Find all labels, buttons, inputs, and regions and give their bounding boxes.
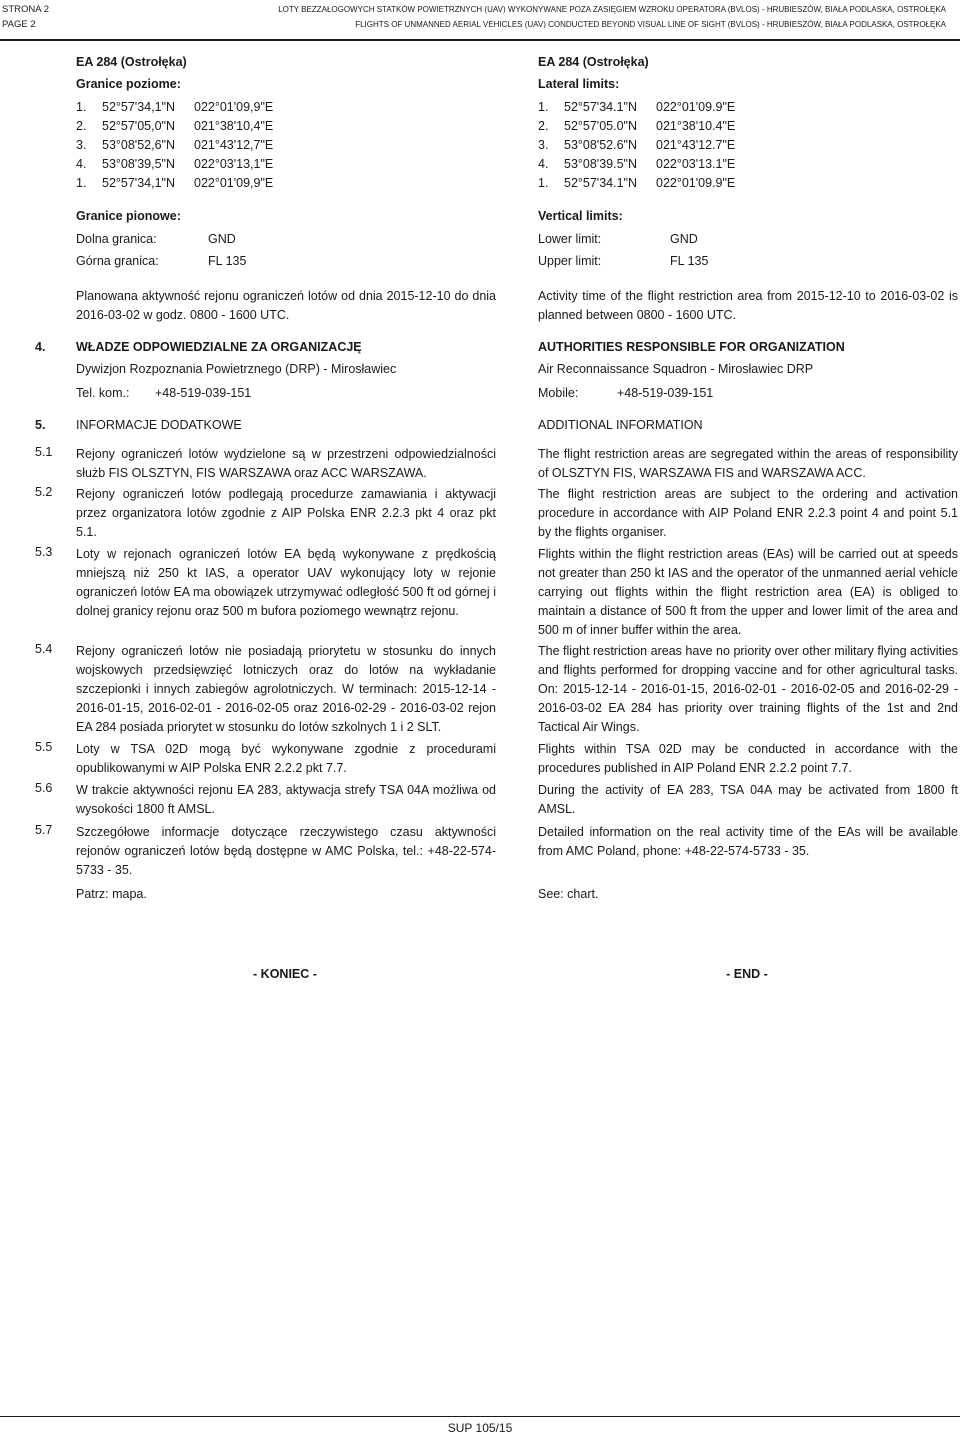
pl-item-text: Rejony ograniczeń lotów wydzielone są w przestrzeni odpowiedzialności służb FIS OLSZTYN, FIS WARSZAWA oraz ACC WARSZAWA.	[76, 447, 496, 480]
en-item-text: Flights within the flight restriction areas (EAs) will be carried out at speeds not greater than 250 kt IAS and the operator of the unmanned aerial vehicle carrying out flights within the flight restriction area (EA) is obliged to maintain a distance of 500 ft from the upper and lower limit of the area and 500 m of inner buffer within the area.	[538, 547, 958, 637]
pl-vertical-title: Granice pionowe:	[76, 209, 181, 223]
pl-item-text: W trakcie aktywności rejonu EA 283, aktywacja strefy TSA 04A możliwa od wysokości 1800 ft AMSL.	[76, 783, 496, 816]
running-title-pl: LOTY BEZZAŁOGOWYCH STATKÓW POWIETRZNYCH (UAV) WYKONYWANE POZA ZASIĘGIEM WZROKU OPERATORA (BVLOS) - HRUBIESZÓW, BIAŁA PODLASKA, OSTROŁĘKA	[278, 5, 946, 14]
pl-section-4-org: Dywizjon Rozpoznania Powietrznego (DRP) - Mirosławiec	[76, 362, 397, 376]
supplement-number: SUP 105/15	[447, 1421, 513, 1435]
en-end-marker: - END -	[726, 967, 768, 981]
running-header	[278, 2, 946, 32]
pl-item-number: 5.6	[35, 781, 53, 795]
pl-item-number: 5.5	[35, 740, 53, 754]
en-activity-text: Activity time of the flight restriction area from 2015-12-10 to 2016-03-02 is planned between 0800 - 1600 UTC.	[538, 289, 958, 322]
footer-divider	[0, 1416, 960, 1417]
en-upper-limit: Upper limit: FL 135	[538, 254, 709, 268]
en-vertical-title: Vertical limits:	[538, 209, 623, 223]
en-section-4-phone: Mobile: +48-519-039-151	[538, 386, 714, 400]
coord-row: 4. 53°08'39,5"N 022°03'13,1"E	[76, 157, 274, 171]
header-divider	[0, 39, 960, 41]
en-lateral-title: Lateral limits:	[538, 77, 620, 91]
pl-item-text: Rejony ograniczeń lotów nie posiadają priorytetu w stosunku do innych wojskowych przedsięwzięć lotniczych oraz do lotów na wykładanie szczepionki i innych zabiegów agrolotniczych. W terminach: 2015-12-14 - 2016-01-15, 2016-02-01 - 2016-02-05 oraz 2016-02-29 - 2016-03-02 rejon EA 284 posiada priorytet w stosunku do lotów szkolnych 1 i 2 SLT.	[76, 644, 496, 734]
en-see-chart: See: chart.	[538, 887, 599, 901]
pl-item-text: Rejony ograniczeń lotów podlegają procedurze zamawiania i aktywacji przez organizatora lotów zgodnie z AIP Polska ENR 2.2.3 pkt 4 oraz pkt 5.1.	[76, 487, 496, 539]
coord-row: 1. 52°57'34,1"N 022°01'09,9"E	[76, 176, 274, 190]
en-item-text: Detailed information on the real activity time of the EAs will be available from AMC Poland, phone: +48-22-574-5733 - 35.	[538, 825, 958, 858]
pl-section-4-phone: Tel. kom.: +48-519-039-151	[76, 386, 252, 400]
en-section-5-title: ADDITIONAL INFORMATION	[538, 418, 703, 432]
pl-section-5-title: INFORMACJE DODATKOWE	[76, 418, 242, 432]
pl-item-text: Szczegółowe informacje dotyczące rzeczywistego czasu aktywności rejonów ograniczeń lotów będą dostępne w AMC Polska, tel.: +48-22-574-5733 - 35.	[76, 825, 496, 877]
en-lower-limit: Lower limit: GND	[538, 232, 698, 246]
pl-lower-limit: Dolna granica: GND	[76, 232, 236, 246]
running-title-en: FLIGHTS OF UNMANNED AERIAL VEHICLES (UAV) CONDUCTED BEYOND VISUAL LINE OF SIGHT (BVLOS) - HRUBIESZÓW, BIAŁA PODLASKA, OSTROŁĘKA	[355, 20, 946, 29]
coord-row: 1. 52°57'34.1"N 022°01'09.9"E	[538, 176, 736, 190]
pl-item-number: 5.3	[35, 545, 53, 559]
pl-item-number: 5.7	[35, 823, 53, 837]
pl-item-number: 5.1	[35, 445, 53, 459]
coord-row: 4. 53°08'39.5"N 022°03'13.1"E	[538, 157, 736, 171]
en-item-text: The flight restriction areas have no priority over other military flying activities and flights performed for dropping vaccine and for other agricultural tasks. On: 2015-12-14 - 2016-01-15, 2016-02-01 - 2016-02-05 and 2016-02-29 - 2016-03-02 EA 284 has priority over training flights of the 1st and 2nd Tactical Air Wings.	[538, 644, 958, 734]
pl-item-number: 5.4	[35, 642, 53, 656]
en-section-4-org: Air Reconnaissance Squadron - Mirosławiec DRP	[538, 362, 814, 376]
en-item-text: During the activity of EA 283, TSA 04A may be activated from 1800 ft AMSL.	[538, 783, 958, 816]
en-item-text: The flight restriction areas are segregated within the areas of responsibility of OLSZTYN FIS, WARSZAWA FIS and WARSZAWA ACC.	[538, 447, 958, 480]
pl-section-4-title: WŁADZE ODPOWIEDZIALNE ZA ORGANIZACJĘ	[76, 340, 362, 354]
pl-section-4-number: 4.	[35, 340, 46, 354]
pl-item-text: Loty w TSA 02D mogą być wykonywane zgodnie z procedurami opublikowanymi w AIP Polska ENR 2.2.2 pkt 7.7.	[76, 742, 496, 775]
pl-area-title: EA 284 (Ostrołęka)	[76, 55, 187, 69]
en-area-title: EA 284 (Ostrołęka)	[538, 55, 649, 69]
pl-coordinate-list	[76, 98, 273, 193]
pl-item-number: 5.2	[35, 485, 53, 499]
page-number	[2, 2, 49, 32]
page-number-pl: STRONA 2	[2, 4, 49, 15]
pl-upper-limit: Górna granica: FL 135	[76, 254, 247, 268]
en-section-4-title: AUTHORITIES RESPONSIBLE FOR ORGANIZATION	[538, 340, 845, 354]
coord-row: 2. 52°57'05.0"N 021°38'10.4"E	[538, 119, 736, 133]
en-item-text: Flights within TSA 02D may be conducted in accordance with the procedures published in AIP Poland ENR 2.2.2 point 7.7.	[538, 742, 958, 775]
page-number-en: PAGE 2	[2, 19, 36, 30]
coord-row: 3. 53°08'52.6"N 021°43'12.7"E	[538, 138, 736, 152]
pl-end-marker: - KONIEC -	[253, 967, 317, 981]
coord-row: 3. 53°08'52,6"N 021°43'12,7"E	[76, 138, 274, 152]
en-coordinate-list	[538, 98, 735, 193]
pl-see-map: Patrz: mapa.	[76, 887, 147, 901]
en-item-text: The flight restriction areas are subject to the ordering and activation procedure in accordance with AIP Poland ENR 2.2.3 point 4 and point 5.1 by the flights organiser.	[538, 487, 958, 539]
pl-lateral-title: Granice poziome:	[76, 77, 181, 91]
pl-activity-text: Planowana aktywność rejonu ograniczeń lotów od dnia 2015-12-10 do dnia 2016-03-02 w godz. 0800 - 1600 UTC.	[76, 289, 496, 322]
coord-row: 2. 52°57'05,0"N 021°38'10,4"E	[76, 119, 274, 133]
pl-item-text: Loty w rejonach ograniczeń lotów EA będą wykonywane z prędkością mniejszą niż 250 kt IAS, a operator UAV wykonujący loty w rejonie ograniczeń lotów EA ma obowiązek utrzymywać odległość 500 ft od górnej i dolnej granicy rejonu oraz 500 m bufora poziomego wewnątrz rejonu.	[76, 547, 496, 618]
coord-row: 1. 52°57'34,1"N 022°01'09,9"E	[76, 100, 274, 114]
coord-row: 1. 52°57'34.1"N 022°01'09.9"E	[538, 100, 736, 114]
pl-section-5-number: 5.	[35, 418, 46, 432]
